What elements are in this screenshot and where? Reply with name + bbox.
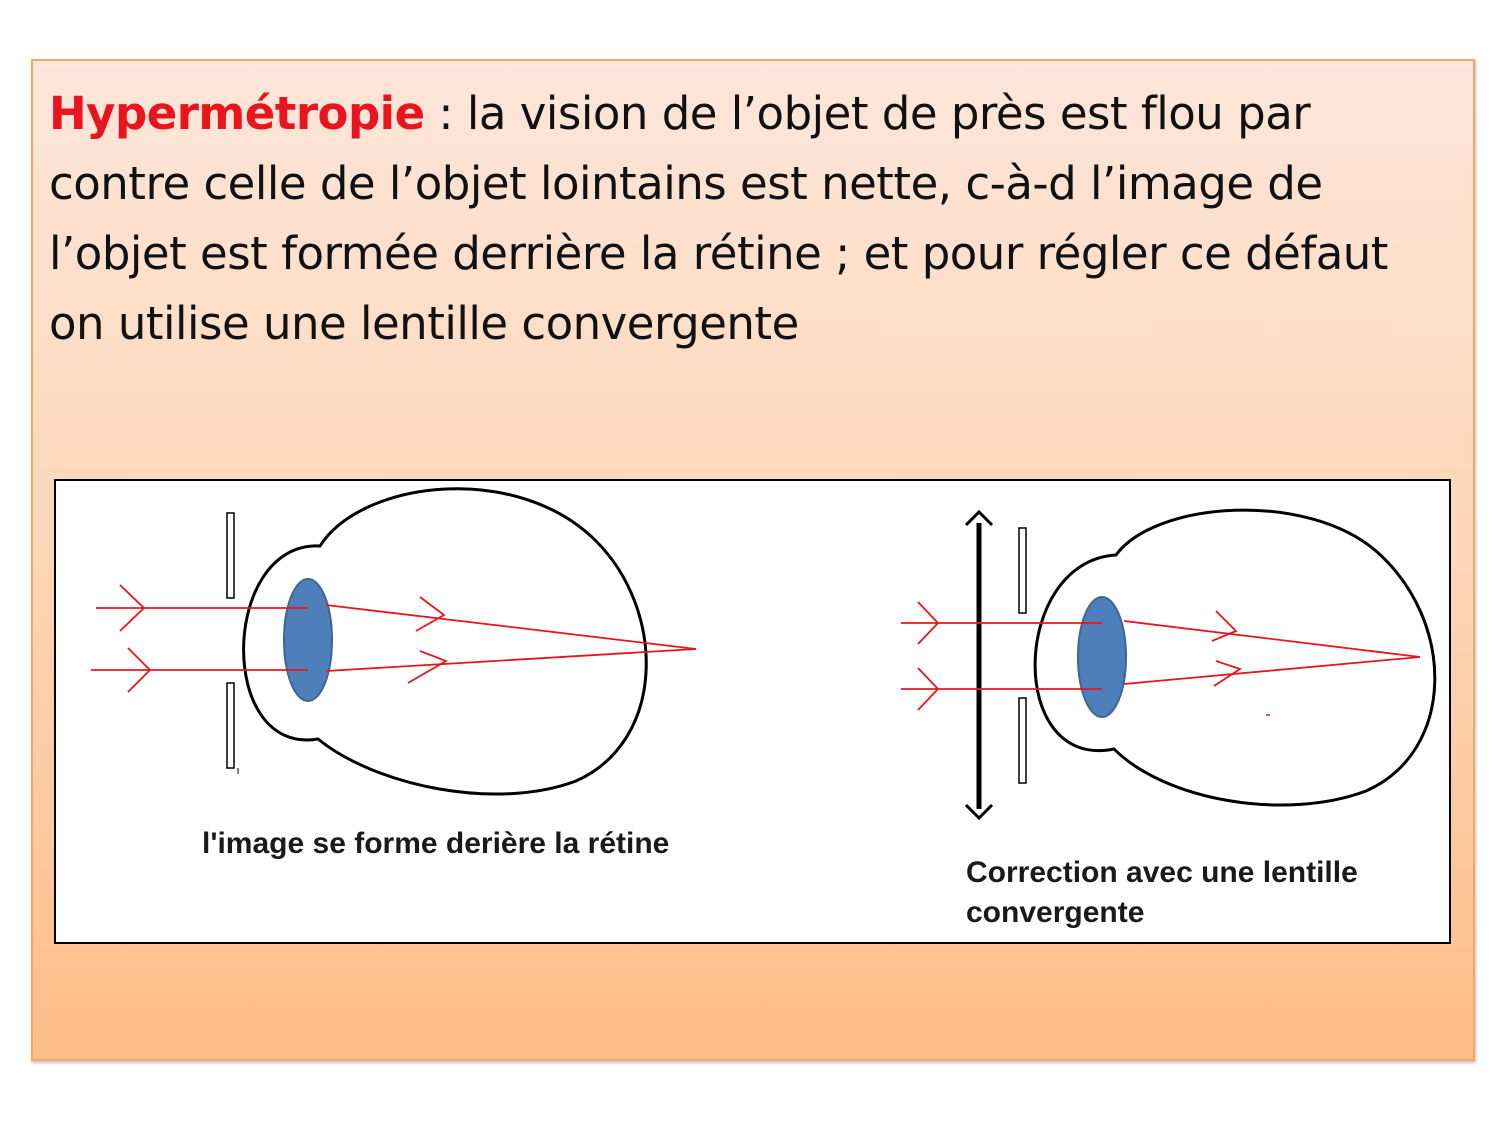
left-crystalline-lens [284, 579, 332, 701]
left-caption: l'image se forme derière la rétine [202, 827, 670, 860]
right-eye-diagram [901, 510, 1435, 818]
slide-description: : la vision de l’objet de près est flou par contre celle de l’objet lointains est nette, c-à-d l’image de l’objet est formée derrière la rétine ; et pour régler ce défaut on utilise une lentille convergente [49, 87, 1388, 350]
term-hypermetropie: Hypermétropie [49, 87, 425, 140]
right-crystalline-lens [1078, 597, 1126, 717]
slide-text [49, 79, 1449, 359]
correction-convex-lens [966, 512, 992, 818]
left-eye-diagram [91, 489, 696, 794]
right-caption: Correction avec une lentille convergente [966, 856, 1358, 929]
optics-figure [54, 479, 1451, 944]
right-iris-lower [1019, 698, 1026, 783]
left-iris-lower [227, 683, 234, 768]
right-iris-upper [1019, 528, 1026, 613]
left-iris-upper [227, 513, 234, 598]
